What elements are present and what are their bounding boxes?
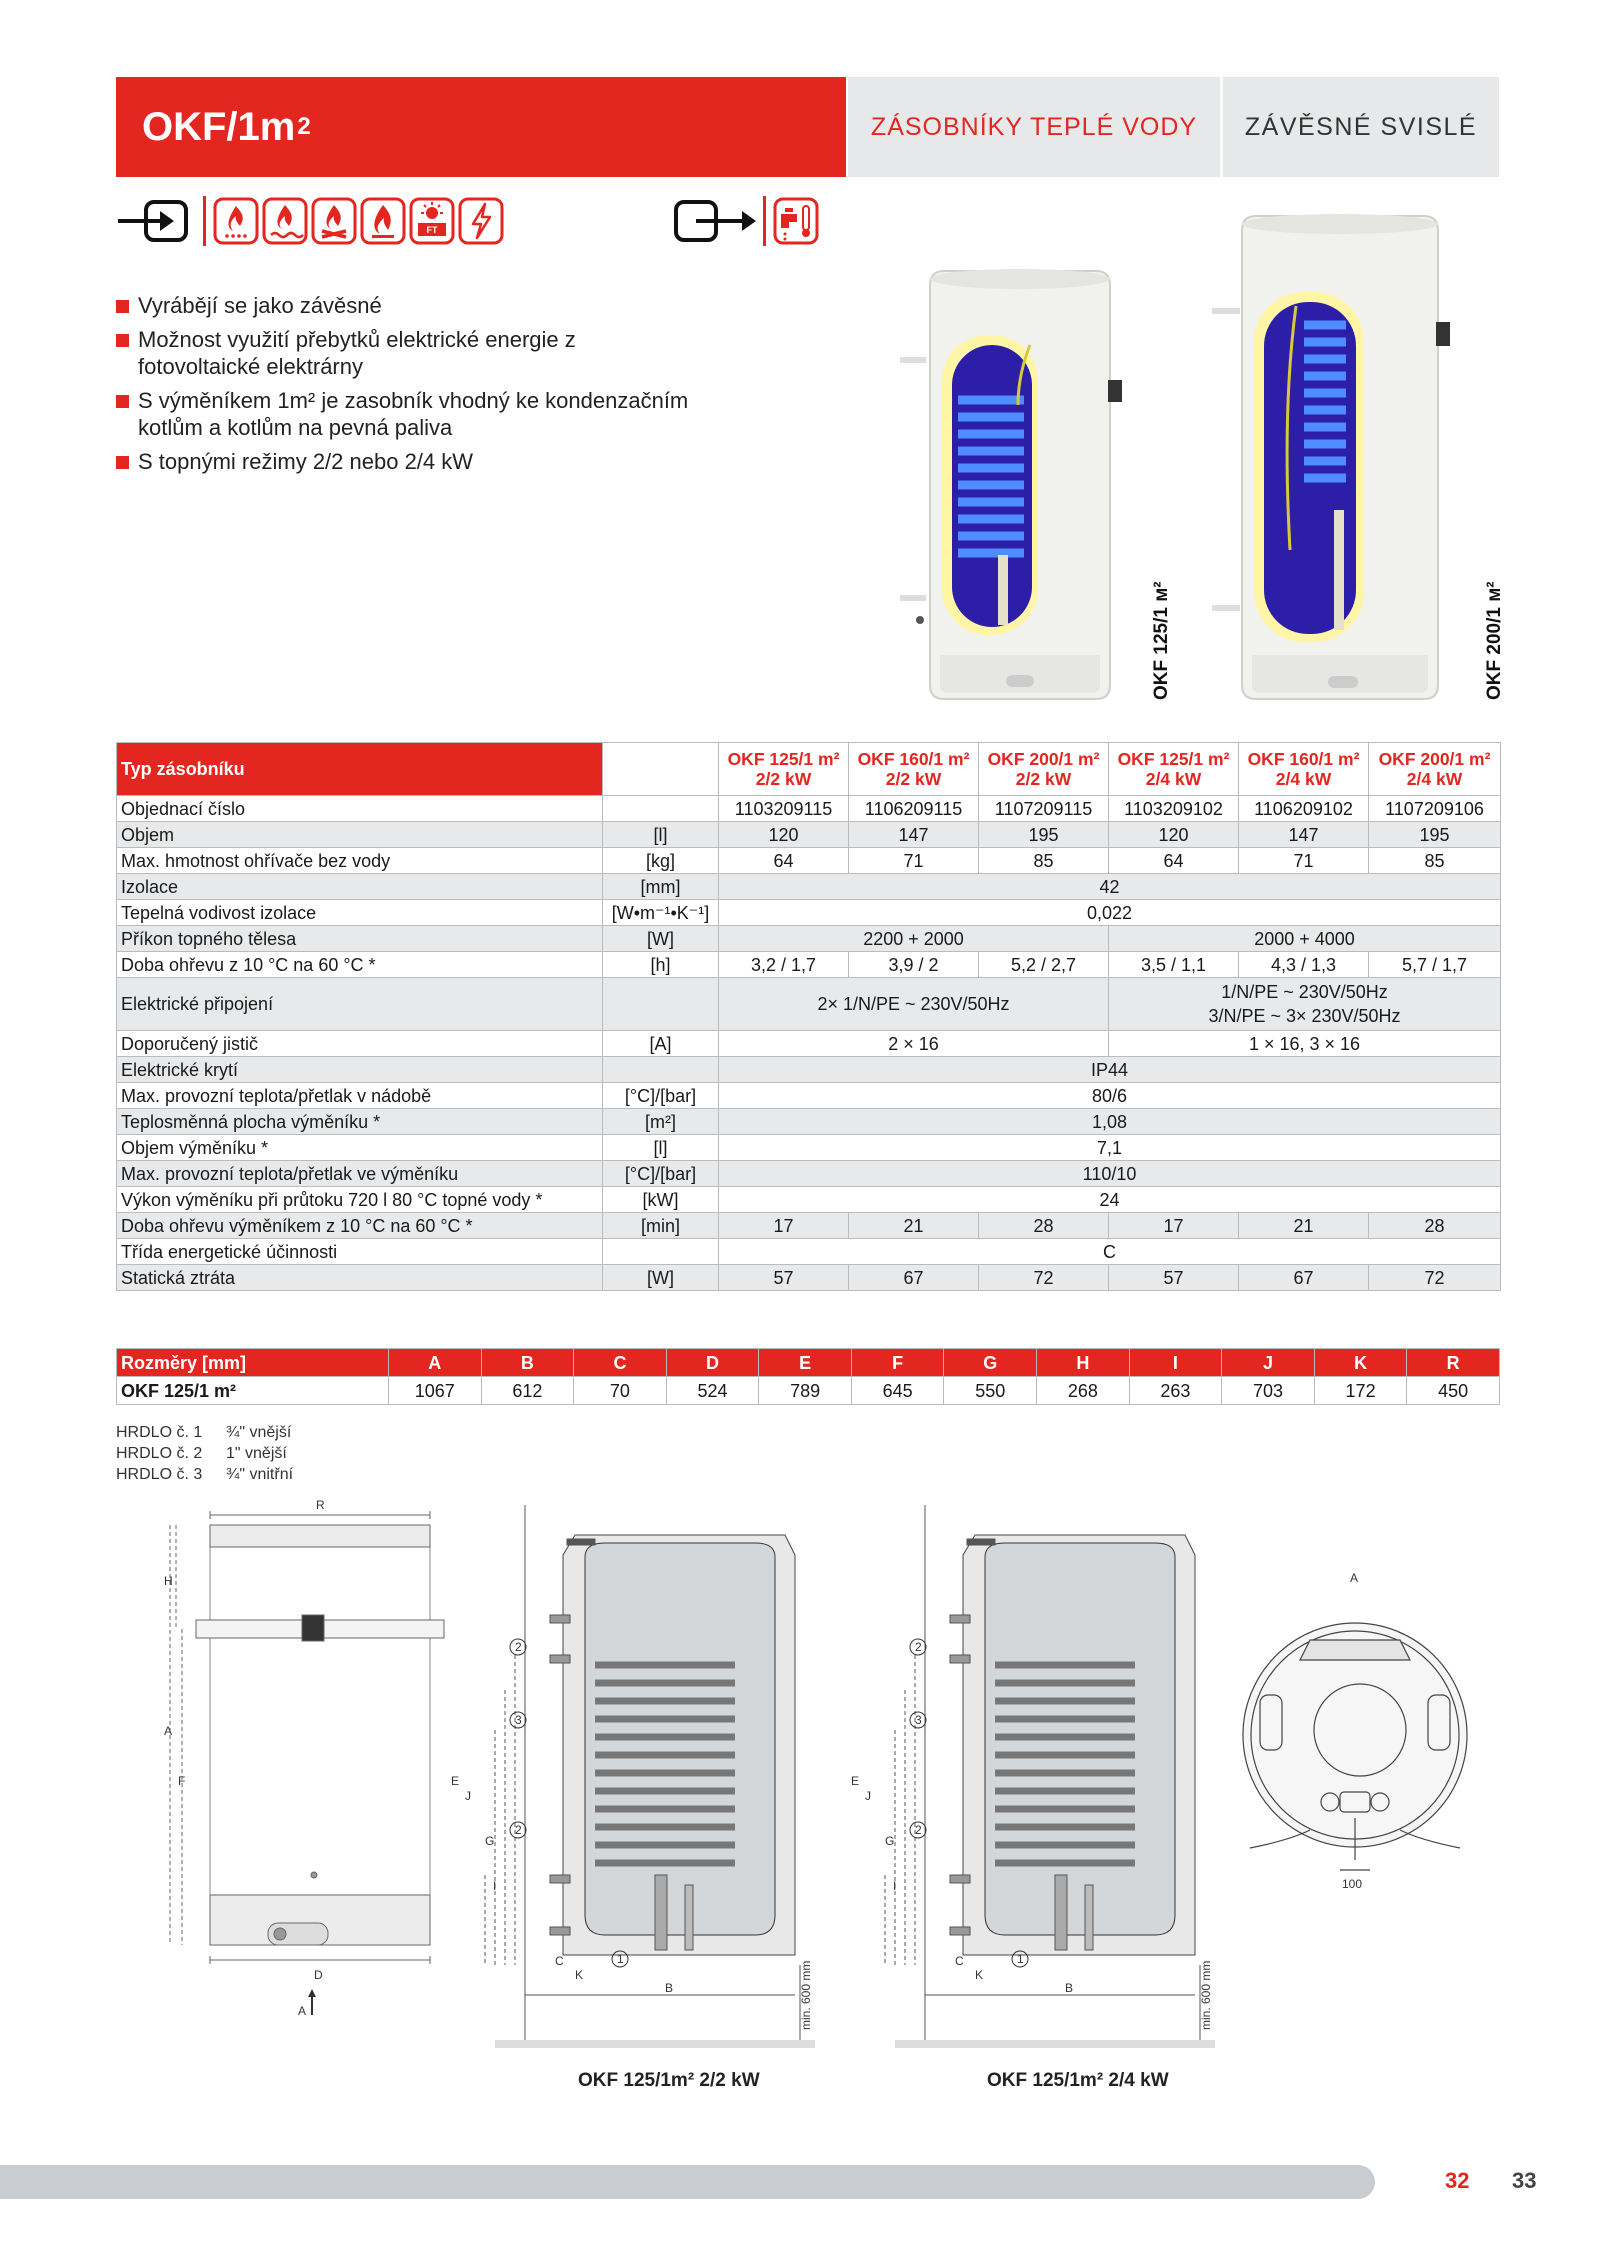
spec-row-unit: [kW] (603, 1187, 719, 1213)
subcategory-label: ZÁVĚSNÉ SVISLÉ (1223, 77, 1499, 177)
dimensions-table (116, 1348, 1500, 1405)
spec-cell: C (719, 1239, 1501, 1265)
spec-cell (1109, 1031, 1501, 1057)
spec-cell: 120 (719, 822, 849, 848)
spec-row-unit (603, 1239, 719, 1265)
spec-row-label: Statická ztráta (117, 1265, 603, 1291)
svg-text:FT: FT (426, 225, 438, 235)
output-arrow-icon (672, 196, 760, 246)
spec-row (117, 1057, 1501, 1083)
spec-col-header: OKF 125/1 m² 2/4 kW (1109, 743, 1239, 796)
dim-label: D (314, 1968, 323, 1982)
spec-cell: 21 (1239, 1213, 1369, 1239)
spec-col-header: OKF 200/1 m² 2/4 kW (1369, 743, 1501, 796)
spec-row-unit: [l] (603, 1135, 719, 1161)
dim-label: H (164, 1574, 173, 1588)
spec-row (117, 874, 1501, 900)
spec-cell: 5,7 / 1,7 (1369, 952, 1501, 978)
product-label-left: OKF 125/1 м² (1151, 581, 1172, 700)
product-label-right: OKF 200/1 м² (1484, 581, 1505, 700)
dim-letter: G (944, 1349, 1037, 1377)
dim-label: J (865, 1789, 871, 1803)
feature-item: S topnými režimy 2/2 nebo 2/4 kW (116, 448, 756, 475)
spec-row-label: Příkon topného tělesa (117, 926, 603, 952)
dim-label: A (298, 2004, 307, 2018)
spec-row (117, 1109, 1501, 1135)
spec-header-unit (603, 743, 719, 796)
dim-label: C (555, 1954, 564, 1968)
spec-cell: 67 (1239, 1265, 1369, 1291)
neck-marker: 2 (515, 1823, 522, 1837)
dim-letter: A (389, 1349, 482, 1377)
dim-label: A (164, 1724, 173, 1738)
spec-cell: 64 (719, 848, 849, 874)
spec-cell: 2 × 16 (719, 1031, 1109, 1057)
spec-cell: 71 (849, 848, 979, 874)
spec-cell: 1103209115 (719, 796, 849, 822)
spec-row (117, 1213, 1501, 1239)
spec-row (117, 1083, 1501, 1109)
spec-cell: 21 (849, 1213, 979, 1239)
feature-item: Možnost využití přebytků elektrické energie z fotovoltaické elektrárny (116, 326, 598, 380)
spec-cell: 2200 + 2000 (719, 926, 1109, 952)
dim-label: G (885, 1834, 895, 1848)
spec-cell: 2× 1/N/PE ~ 230V/50Hz (719, 978, 1109, 1031)
spec-row (117, 1031, 1501, 1057)
icon-divider (763, 196, 766, 246)
hot-water-tap-icon (773, 196, 819, 246)
dim-value: 645 (851, 1377, 944, 1405)
dimensions-header-row (117, 1349, 1500, 1377)
dim-label: I (893, 1879, 897, 1893)
dim-value: 172 (1314, 1377, 1407, 1405)
section-drawing-24 (851, 1495, 1220, 2055)
dim-label: K (975, 1968, 984, 1982)
spec-cell: 85 (979, 848, 1109, 874)
dim-label: J (465, 1789, 471, 1803)
spec-row-unit (603, 1057, 719, 1083)
spec-row-label: Teplosměnná plocha výměníku * (117, 1109, 603, 1135)
spec-row-unit: [h] (603, 952, 719, 978)
spec-col-header: OKF 200/1 m² 2/2 kW (979, 743, 1109, 796)
spec-row (117, 1161, 1501, 1187)
drawing-caption-right: OKF 125/1m² 2/4 kW (987, 2070, 1169, 2091)
spec-cell: 147 (1239, 822, 1369, 848)
page-title (116, 77, 846, 177)
spec-cell: 67 (849, 1265, 979, 1291)
dim-label: C (955, 1954, 964, 1968)
gas-heating-icon (213, 196, 259, 246)
spec-col-header: OKF 160/1 m² 2/2 kW (849, 743, 979, 796)
spec-cell: 195 (1369, 822, 1501, 848)
condensing-boiler-icon (262, 196, 308, 246)
drawing-caption-left: OKF 125/1m² 2/2 kW (578, 2070, 760, 2091)
spec-row (117, 952, 1501, 978)
spec-cell: IP44 (719, 1057, 1501, 1083)
spec-row-unit: [mm] (603, 874, 719, 900)
dim-value: 268 (1037, 1377, 1130, 1405)
dim-label: G (485, 1834, 495, 1848)
spec-row-unit: [min] (603, 1213, 719, 1239)
dim-letter: E (759, 1349, 852, 1377)
spec-cell: 1,08 (719, 1109, 1501, 1135)
spec-header-label: Typ zásobníku (117, 743, 603, 796)
spec-cell: 42 (719, 874, 1501, 900)
spec-row-unit: [°C]/[bar] (603, 1083, 719, 1109)
spec-cell: 120 (1109, 822, 1239, 848)
dim-label: I (493, 1879, 497, 1893)
spec-row (117, 1239, 1501, 1265)
dim-letter: R (1407, 1349, 1500, 1377)
spec-row (117, 978, 1501, 1031)
feature-list (116, 292, 756, 482)
spec-row-label: Elektrické připojení (117, 978, 603, 1031)
spec-cell-line: 3/N/PE ~ 3× 230V/50Hz (1208, 1006, 1401, 1026)
neck-marker: 2 (515, 1640, 522, 1654)
solid-fuel-icon (311, 196, 357, 246)
neck-marker: 1 (1017, 1952, 1024, 1966)
dim-value: 1067 (389, 1377, 482, 1405)
spec-cell (1109, 978, 1501, 1031)
neck-marker: 2 (915, 1823, 922, 1837)
min-distance-label: min. 600 mm (1199, 1960, 1213, 2030)
spec-cell: 3,5 / 1,1 (1109, 952, 1239, 978)
neck-item: HRDLO č. 1 ¾" vnější (116, 1424, 292, 1441)
dim-letter: I (1129, 1349, 1222, 1377)
spec-cell: 85 (1369, 848, 1501, 874)
neck-marker: 2 (915, 1640, 922, 1654)
spec-row (117, 926, 1501, 952)
dim-letter: C (574, 1349, 667, 1377)
spec-col-header: OKF 160/1 m² 2/4 kW (1239, 743, 1369, 796)
spec-row (117, 822, 1501, 848)
spec-cell: 3,2 / 1,7 (719, 952, 849, 978)
dim-letter: F (851, 1349, 944, 1377)
spec-cell: 72 (979, 1265, 1109, 1291)
spec-cell: 195 (979, 822, 1109, 848)
spec-row-label: Max. provozní teplota/přetlak v nádobě (117, 1083, 603, 1109)
title-superscript: 2 (297, 113, 311, 140)
dim-value: 789 (759, 1377, 852, 1405)
dim-label: B (1065, 1981, 1074, 1995)
input-arrow-icon (116, 196, 198, 246)
spec-row-unit: [°C]/[bar] (603, 1161, 719, 1187)
footer-bar (0, 2165, 1375, 2199)
product-image-okf200 (1212, 210, 1472, 705)
spec-row (117, 848, 1501, 874)
dim-label: R (316, 1498, 325, 1512)
page-number-left: 32 (1445, 2168, 1470, 2193)
flame-icon (360, 196, 406, 246)
spec-cell: 17 (1109, 1213, 1239, 1239)
spec-cell: 0,022 (719, 900, 1501, 926)
title-text: OKF/1m (142, 104, 296, 149)
spec-row-label: Doba ohřevu z 10 °C na 60 °C * (117, 952, 603, 978)
spec-cell: 17 (719, 1213, 849, 1239)
spec-cell: 64 (1109, 848, 1239, 874)
dimensions-header-label: Rozměry [mm] (117, 1349, 389, 1377)
spec-row-unit: [W] (603, 1265, 719, 1291)
spec-row-unit: [A] (603, 1031, 719, 1057)
electric-icon (458, 196, 504, 246)
spec-col-header: OKF 125/1 m² 2/2 kW (719, 743, 849, 796)
category-label: ZÁSOBNÍKY TEPLÉ VODY (848, 77, 1220, 177)
spec-cell: 24 (719, 1187, 1501, 1213)
spec-cell: 71 (1239, 848, 1369, 874)
spec-cell-line: 2000 + 4000 (1254, 928, 1355, 949)
spec-cell: 57 (719, 1265, 849, 1291)
spec-table (116, 742, 1501, 1291)
icon-divider (203, 196, 206, 246)
spec-body (117, 796, 1501, 1291)
spec-cell: 110/10 (719, 1161, 1501, 1187)
spec-cell: 3,9 / 2 (849, 952, 979, 978)
neck-legend (116, 1422, 293, 1485)
dim-value: 612 (481, 1377, 574, 1405)
dim-value: 263 (1129, 1377, 1222, 1405)
front-view-drawing (150, 1495, 450, 2035)
spec-row-unit (603, 978, 719, 1031)
spec-row-label: Objem (117, 822, 603, 848)
spec-row-label: Doporučený jistič (117, 1031, 603, 1057)
spec-row-label: Tepelná vodivost izolace (117, 900, 603, 926)
dimensions-row (117, 1377, 1500, 1405)
dim-letter: H (1037, 1349, 1130, 1377)
dim-label-100: 100 (1342, 1877, 1363, 1891)
photovoltaic-icon (409, 196, 455, 246)
dim-value: 70 (574, 1377, 667, 1405)
spec-header-row (117, 743, 1501, 796)
dim-value: 450 (1407, 1377, 1500, 1405)
spec-row-label: Doba ohřevu výměníkem z 10 °C na 60 °C * (117, 1213, 603, 1239)
spec-row (117, 1187, 1501, 1213)
spec-cell: 28 (1369, 1213, 1501, 1239)
spec-row-unit: [l] (603, 822, 719, 848)
spec-row (117, 900, 1501, 926)
top-view-drawing (1230, 1570, 1480, 1900)
spec-row (117, 1265, 1501, 1291)
dim-letter: B (481, 1349, 574, 1377)
neck-marker: 3 (515, 1713, 522, 1727)
dim-letter: J (1222, 1349, 1315, 1377)
spec-row (117, 1135, 1501, 1161)
neck-marker: 1 (617, 1952, 624, 1966)
spec-cell: 5,2 / 2,7 (979, 952, 1109, 978)
section-drawing-22 (451, 1495, 820, 2055)
spec-row-label: Max. hmotnost ohřívače bez vody (117, 848, 603, 874)
dim-label: B (665, 1981, 674, 1995)
spec-cell: 1106209102 (1239, 796, 1369, 822)
dimensions-row-label: OKF 125/1 m² (117, 1377, 389, 1405)
feature-item: S výměníkem 1m² je zasobník vhodný ke kondenzačním kotlům a kotlům na pevná paliva (116, 387, 758, 441)
dim-letter: D (666, 1349, 759, 1377)
spec-cell: 4,3 / 1,3 (1239, 952, 1369, 978)
spec-row-unit: [W] (603, 926, 719, 952)
spec-cell: 7,1 (719, 1135, 1501, 1161)
spec-row-unit: [kg] (603, 848, 719, 874)
spec-cell-line: 1/N/PE ~ 230V/50Hz (1221, 982, 1388, 1002)
spec-row-label: Objednací číslo (117, 796, 603, 822)
dim-label: K (575, 1968, 584, 1982)
spec-cell (1109, 926, 1501, 952)
dim-label: A (1350, 1571, 1359, 1585)
product-image-okf125 (900, 265, 1140, 705)
spec-row-unit (603, 796, 719, 822)
spec-row-unit: [W•m⁻¹•K⁻¹] (603, 900, 719, 926)
feature-item: Vyrábějí se jako závěsné (116, 292, 756, 319)
neck-item: HRDLO č. 2 1" vnější (116, 1445, 287, 1462)
neck-marker: 3 (915, 1713, 922, 1727)
spec-row-label: Třída energetické účinnosti (117, 1239, 603, 1265)
spec-cell: 147 (849, 822, 979, 848)
spec-row-label: Výkon výměníku při průtoku 720 l 80 °C topné vody * (117, 1187, 603, 1213)
dim-label: F (178, 1774, 186, 1788)
dim-value: 703 (1222, 1377, 1315, 1405)
spec-cell-line: 1 × 16, 3 × 16 (1248, 1033, 1361, 1054)
spec-cell: 72 (1369, 1265, 1501, 1291)
dim-label: E (451, 1774, 460, 1788)
spec-cell: 57 (1109, 1265, 1239, 1291)
page-number-right: 33 (1512, 2168, 1537, 2193)
spec-cell: 1103209102 (1109, 796, 1239, 822)
spec-row-unit: [m²] (603, 1109, 719, 1135)
spec-row-label: Objem výměníku * (117, 1135, 603, 1161)
spec-row-label: Izolace (117, 874, 603, 900)
spec-row-label: Elektrické krytí (117, 1057, 603, 1083)
dim-label: E (851, 1774, 860, 1788)
spec-cell: 1106209115 (849, 796, 979, 822)
min-distance-label: min. 600 mm (799, 1960, 813, 2030)
dim-letter: K (1314, 1349, 1407, 1377)
dim-value: 524 (666, 1377, 759, 1405)
spec-row-label: Max. provozní teplota/přetlak ve výměníku (117, 1161, 603, 1187)
spec-cell: 1107209106 (1369, 796, 1501, 822)
spec-cell: 80/6 (719, 1083, 1501, 1109)
neck-item: HRDLO č. 3 ¾" vnitřní (116, 1466, 294, 1483)
spec-row (117, 796, 1501, 822)
spec-cell: 1107209115 (979, 796, 1109, 822)
dim-value: 550 (944, 1377, 1037, 1405)
spec-cell: 28 (979, 1213, 1109, 1239)
